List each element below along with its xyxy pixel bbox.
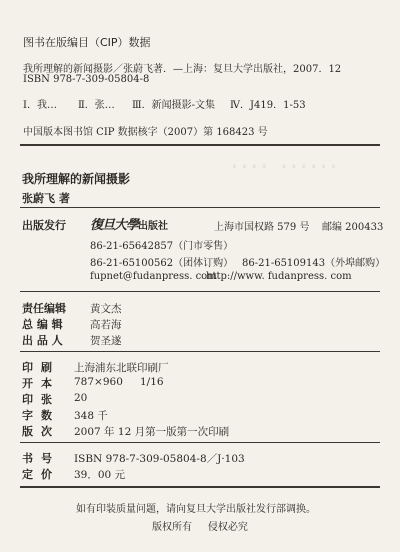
faint-watermark-text: ···· ······ <box>230 150 339 183</box>
price-label: 定价 <box>22 468 60 481</box>
chief-editor-label: 总 编 辑 <box>22 318 63 331</box>
publisher-phone-group: 86-21-65100562（团体订购） <box>90 258 234 269</box>
publisher-postcode: 邮编 200433 <box>322 222 384 233</box>
copyright-notice: 版权所有 侵权必究 <box>152 522 248 533</box>
book-author: 张蔚飞 著 <box>22 192 70 205</box>
cip-heading: 图书在版编目（CIP）数据 <box>23 36 151 49</box>
cip-class-1: Ⅰ．我… <box>23 100 57 111</box>
publisher-logo <box>90 214 168 233</box>
edition-value: 2007 年 12 月第一版第一次印刷 <box>74 426 230 438</box>
publisher-name-suffix: 出版社 <box>138 221 169 232</box>
divider <box>20 207 380 208</box>
publisher-phone-mail: 86-21-65109143（外埠邮购） <box>242 258 386 269</box>
chief-editor-value: 高若海 <box>90 319 122 331</box>
fudan-press-logo: 復旦大學 <box>90 218 139 233</box>
words-value: 348 千 <box>74 410 108 422</box>
cip-record: 中国版本图书馆 CIP 数据核字（2007）第 168423 号 <box>23 127 268 138</box>
divider <box>20 442 380 443</box>
format-value: 787×960 <box>74 376 123 388</box>
publisher-label: 出版发行 <box>22 219 66 232</box>
responsible-editor-value: 黄文杰 <box>90 303 122 315</box>
price-value: 39．00 元 <box>74 469 126 481</box>
isbn-label: 书号 <box>22 452 60 465</box>
words-label: 字数 <box>22 409 60 422</box>
sheets-label: 印张 <box>22 393 60 406</box>
print-label: 印刷 <box>22 361 60 374</box>
cip-class-4: Ⅳ．J419．1-53 <box>230 100 306 111</box>
responsible-editor-label: 责任编辑 <box>22 302 66 315</box>
cip-class-3: Ⅲ．新闻摄影-文集 <box>132 100 216 111</box>
producer-label: 出 品 人 <box>22 334 63 347</box>
print-value: 上海浦东北联印刷厂 <box>74 362 169 374</box>
divider <box>20 144 380 146</box>
sheets-value: 20 <box>74 392 88 404</box>
cip-line-2: ISBN 978-7-309-05804-8 <box>23 74 150 85</box>
publisher-address: 上海市国权路 579 号 <box>214 222 310 233</box>
divider <box>20 351 380 352</box>
divider <box>20 291 380 292</box>
publisher-phone-retail: 86-21-65642857（门市零售） <box>90 241 234 252</box>
divider <box>20 486 380 488</box>
book-title: 我所理解的新闻摄影 <box>22 172 131 186</box>
producer-value: 贺圣遂 <box>90 335 122 347</box>
isbn-value: ISBN 978-7-309-05804-8／J·103 <box>74 453 245 465</box>
cip-line-1: 我所理解的新闻摄影／张蔚飞著．—上海：复旦大学出版社，2007．12 <box>23 64 342 75</box>
quality-notice: 如有印装质量问题，请向复旦大学出版社发行部调换。 <box>76 504 316 515</box>
publisher-email: fupnet@fudanpress. com <box>90 271 217 282</box>
format-label: 开本 <box>22 377 60 390</box>
format-fraction: 1/16 <box>140 376 164 388</box>
cip-class-2: Ⅱ．张… <box>78 100 115 111</box>
publisher-website: http://www. fudanpress. com <box>206 271 352 282</box>
edition-label: 版次 <box>22 425 60 438</box>
